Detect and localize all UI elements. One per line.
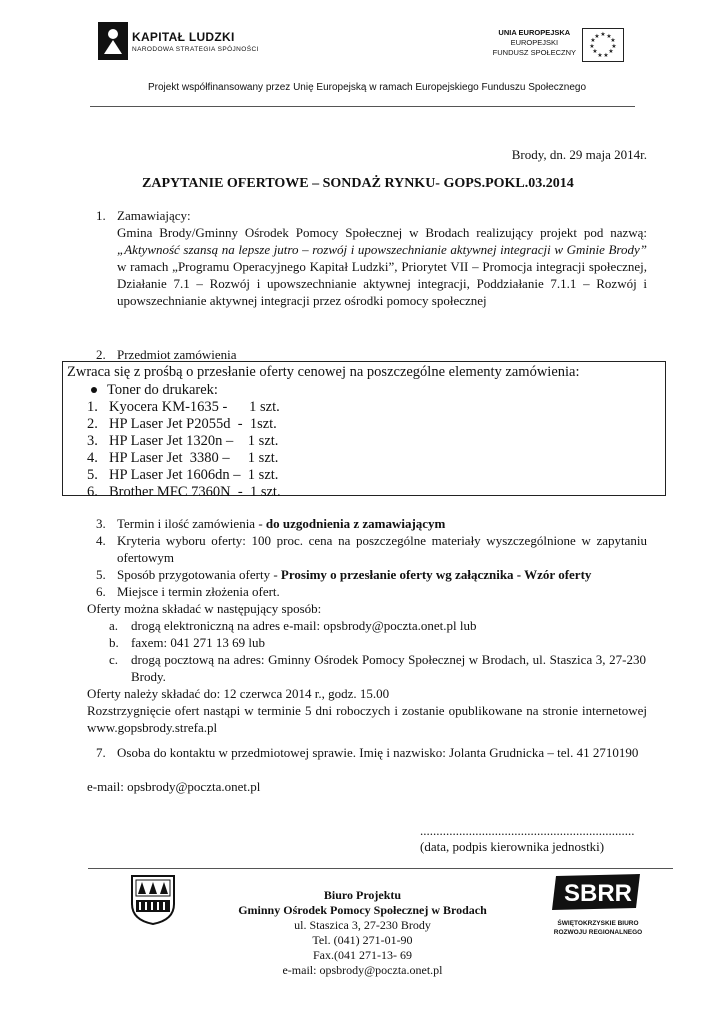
order-item [87,484,281,501]
eu-logo [482,28,624,68]
s6-text: Miejsce i termin złożenia ofert. [117,584,280,599]
s3-label: Termin i ilość zamówienia - [117,516,266,531]
s1-program: w ramach „Programu Operacyjnego Kapitał Ludzki”, Priorytet VII – Promocja integracji społecznej, Działanie 7.1 – Rozwój i upowszechnianie aktywnej integracji, Poddziałanie 7.1.1 – Rozwój i upowszechnianie aktywnej integracji przez ośrodki pomocy społecznej [117,259,647,308]
order-item-text: HP Laser Jet 1606dn – 1 szt. [109,467,279,483]
svg-text:★: ★ [600,31,606,38]
s5-bold: Prosimy o przesłanie oferty wg załącznika - Wzór oferty [280,567,592,582]
kapital-ludzki-title: KAPITAŁ LUDZKI [132,30,235,44]
s6-number: 6. [96,584,106,599]
project-note: Projekt współfinansowany przez Unię Europejską w ramach Europejskiego Funduszu Społecznego [148,82,587,93]
order-item-text: HP Laser Jet P2055d - 1szt. [109,416,277,432]
offer-a-letter: a. [109,618,119,633]
order-item [87,467,278,484]
order-item-text: Brother MFC 7360N - 1 szt. [109,484,281,500]
order-bullet [91,381,218,399]
svg-text:★: ★ [611,43,617,50]
s1-paragraph [117,224,647,309]
footer-line5: Fax.(041 271-13- 69 [313,948,412,962]
footer-divider [88,868,673,869]
eu-logo-text [493,28,576,58]
order-item [87,416,277,433]
footer-line1: Biuro Projektu [323,888,402,902]
offer-a-text: drogą elektroniczną na adres e-mail: opsbrody@poczta.onet.pl lub [131,618,477,633]
sbrr-emblem-icon [548,872,648,912]
order-bullet-text: Toner do drukarek: [107,382,218,398]
offer-c-text: drogą pocztową na adres: Gminny Ośrodek Pomocy Społecznej w Brodach, ul. Staszica 3, 27-230 Brody. [131,652,646,684]
svg-text:★: ★ [610,37,616,44]
svg-text:★: ★ [589,43,595,50]
s1-line1: Gmina Brody/Gminny Ośrodek Pomocy Społecznej w Brodach realizujący projekt pod nazwą: [117,225,647,240]
header-divider [90,106,635,107]
order-item-number: 5. [87,467,98,483]
order-item [87,433,278,450]
s7-number: 7. [96,745,106,760]
footer-line3: ul. Staszica 3, 27-230 Brody [294,918,431,932]
signature-dots: .................................................................. [420,823,635,838]
document-date: Brody, dn. 29 maja 2014r. [511,147,647,162]
order-item-number: 2. [87,416,98,432]
s7-text: Osoba do kontaktu w przedmiotowej sprawie. Imię i nazwisko: Jolanta Grudnicka – tel. 41 2710190 [117,745,639,760]
s1-heading: Zamawiający: [117,208,191,223]
document-title: ZAPYTANIE OFERTOWE – SONDAŻ RYNKU- GOPS.POKL.03.2014 [142,176,574,191]
svg-text:★: ★ [603,52,609,59]
resolution: Rozstrzygnięcie ofert nastąpi w terminie 5 dni roboczych i zostanie opublikowane na stronie internetowej www.gopsbrody.strefa.pl [87,703,647,735]
s1-project-name: „Aktywność szansą na lepsze jutro – rozwój i upowszechnianie aktywnej integracji w Gminie Brody” [117,242,647,257]
s3-bold: do uzgodnienia z zamawiającym [265,516,446,531]
s3-text [117,515,445,532]
sbrr-logo [548,872,648,944]
svg-text:★: ★ [594,33,600,40]
footer-line2: Gminny Ośrodek Pomocy Społecznej w Brodach [238,903,487,917]
order-item-text: HP Laser Jet 3380 – 1 szt. [109,450,279,466]
eu-line3: FUNDUSZ SPOŁECZNY [492,48,576,57]
eu-line1: UNIA EUROPEJSKA [498,28,571,37]
sbrr-line2: ROZWOJU REGIONALNEGO [553,929,643,936]
kapital-ludzki-subtitle: NARODOWA STRATEGIA SPÓJNOŚCI [132,46,259,53]
s4-text: Kryteria wyboru oferty: 100 proc. cena na poszczególne materiały wyszczególnione w zapytaniu ofertowym [117,533,647,565]
offers-intro: Oferty można składać w następujący sposób: [87,601,322,616]
eu-flag-icon [582,28,624,62]
s2-number: 2. [96,347,106,362]
eu-line2: EUROPEJSKI [510,38,559,47]
s5-text [117,566,591,583]
order-item [87,450,278,467]
order-item [87,399,280,416]
deadline: Oferty należy składać do: 12 czerwca 2014 r., godz. 15.00 [87,686,390,701]
signature-caption: (data, podpis kierownika jednostki) [420,839,605,854]
svg-text:★: ★ [597,52,603,59]
order-item-number: 1. [87,399,98,415]
order-item-text: Kyocera KM-1635 - 1 szt. [109,399,280,415]
order-item-number: 4. [87,450,98,466]
s1-number: 1. [96,208,106,223]
kapital-ludzki-logo [98,22,273,64]
order-item-number: 6. [87,484,98,500]
kapital-ludzki-emblem-icon [98,22,128,60]
offer-b-letter: b. [109,635,119,650]
s3-number: 3. [96,516,106,531]
s2-heading: Przedmiot zamówienia [117,347,237,362]
offer-b-text: faxem: 041 271 13 69 lub [131,635,265,650]
sbrr-logo-text: SBRR [563,880,633,907]
s4-number: 4. [96,533,106,548]
svg-text:★: ★ [592,48,598,55]
offer-c-letter: c. [109,652,119,667]
footer-line4: Tel. (041) 271-01-90 [312,933,413,947]
bullet-icon [91,387,97,393]
svg-text:★: ★ [606,33,612,40]
sbrr-line1: ŚWIĘTOKRZYSKIE BIURO [557,920,639,927]
svg-text:★: ★ [608,48,614,55]
footer-line6: e-mail: opsbrody@poczta.onet.pl [282,963,443,977]
order-item-number: 3. [87,433,98,449]
s5-label: Sposób przygotowania oferty - [117,567,281,582]
contact-email: e-mail: opsbrody@poczta.onet.pl [87,779,261,794]
s5-number: 5. [96,567,106,582]
order-item-text: HP Laser Jet 1320n – 1 szt. [109,433,279,449]
order-intro: Zwraca się z prośbą o przesłanie oferty cenowej na poszczególne elementy zamówienia: [67,364,580,380]
svg-text:★: ★ [590,37,596,44]
order-box [62,361,666,500]
